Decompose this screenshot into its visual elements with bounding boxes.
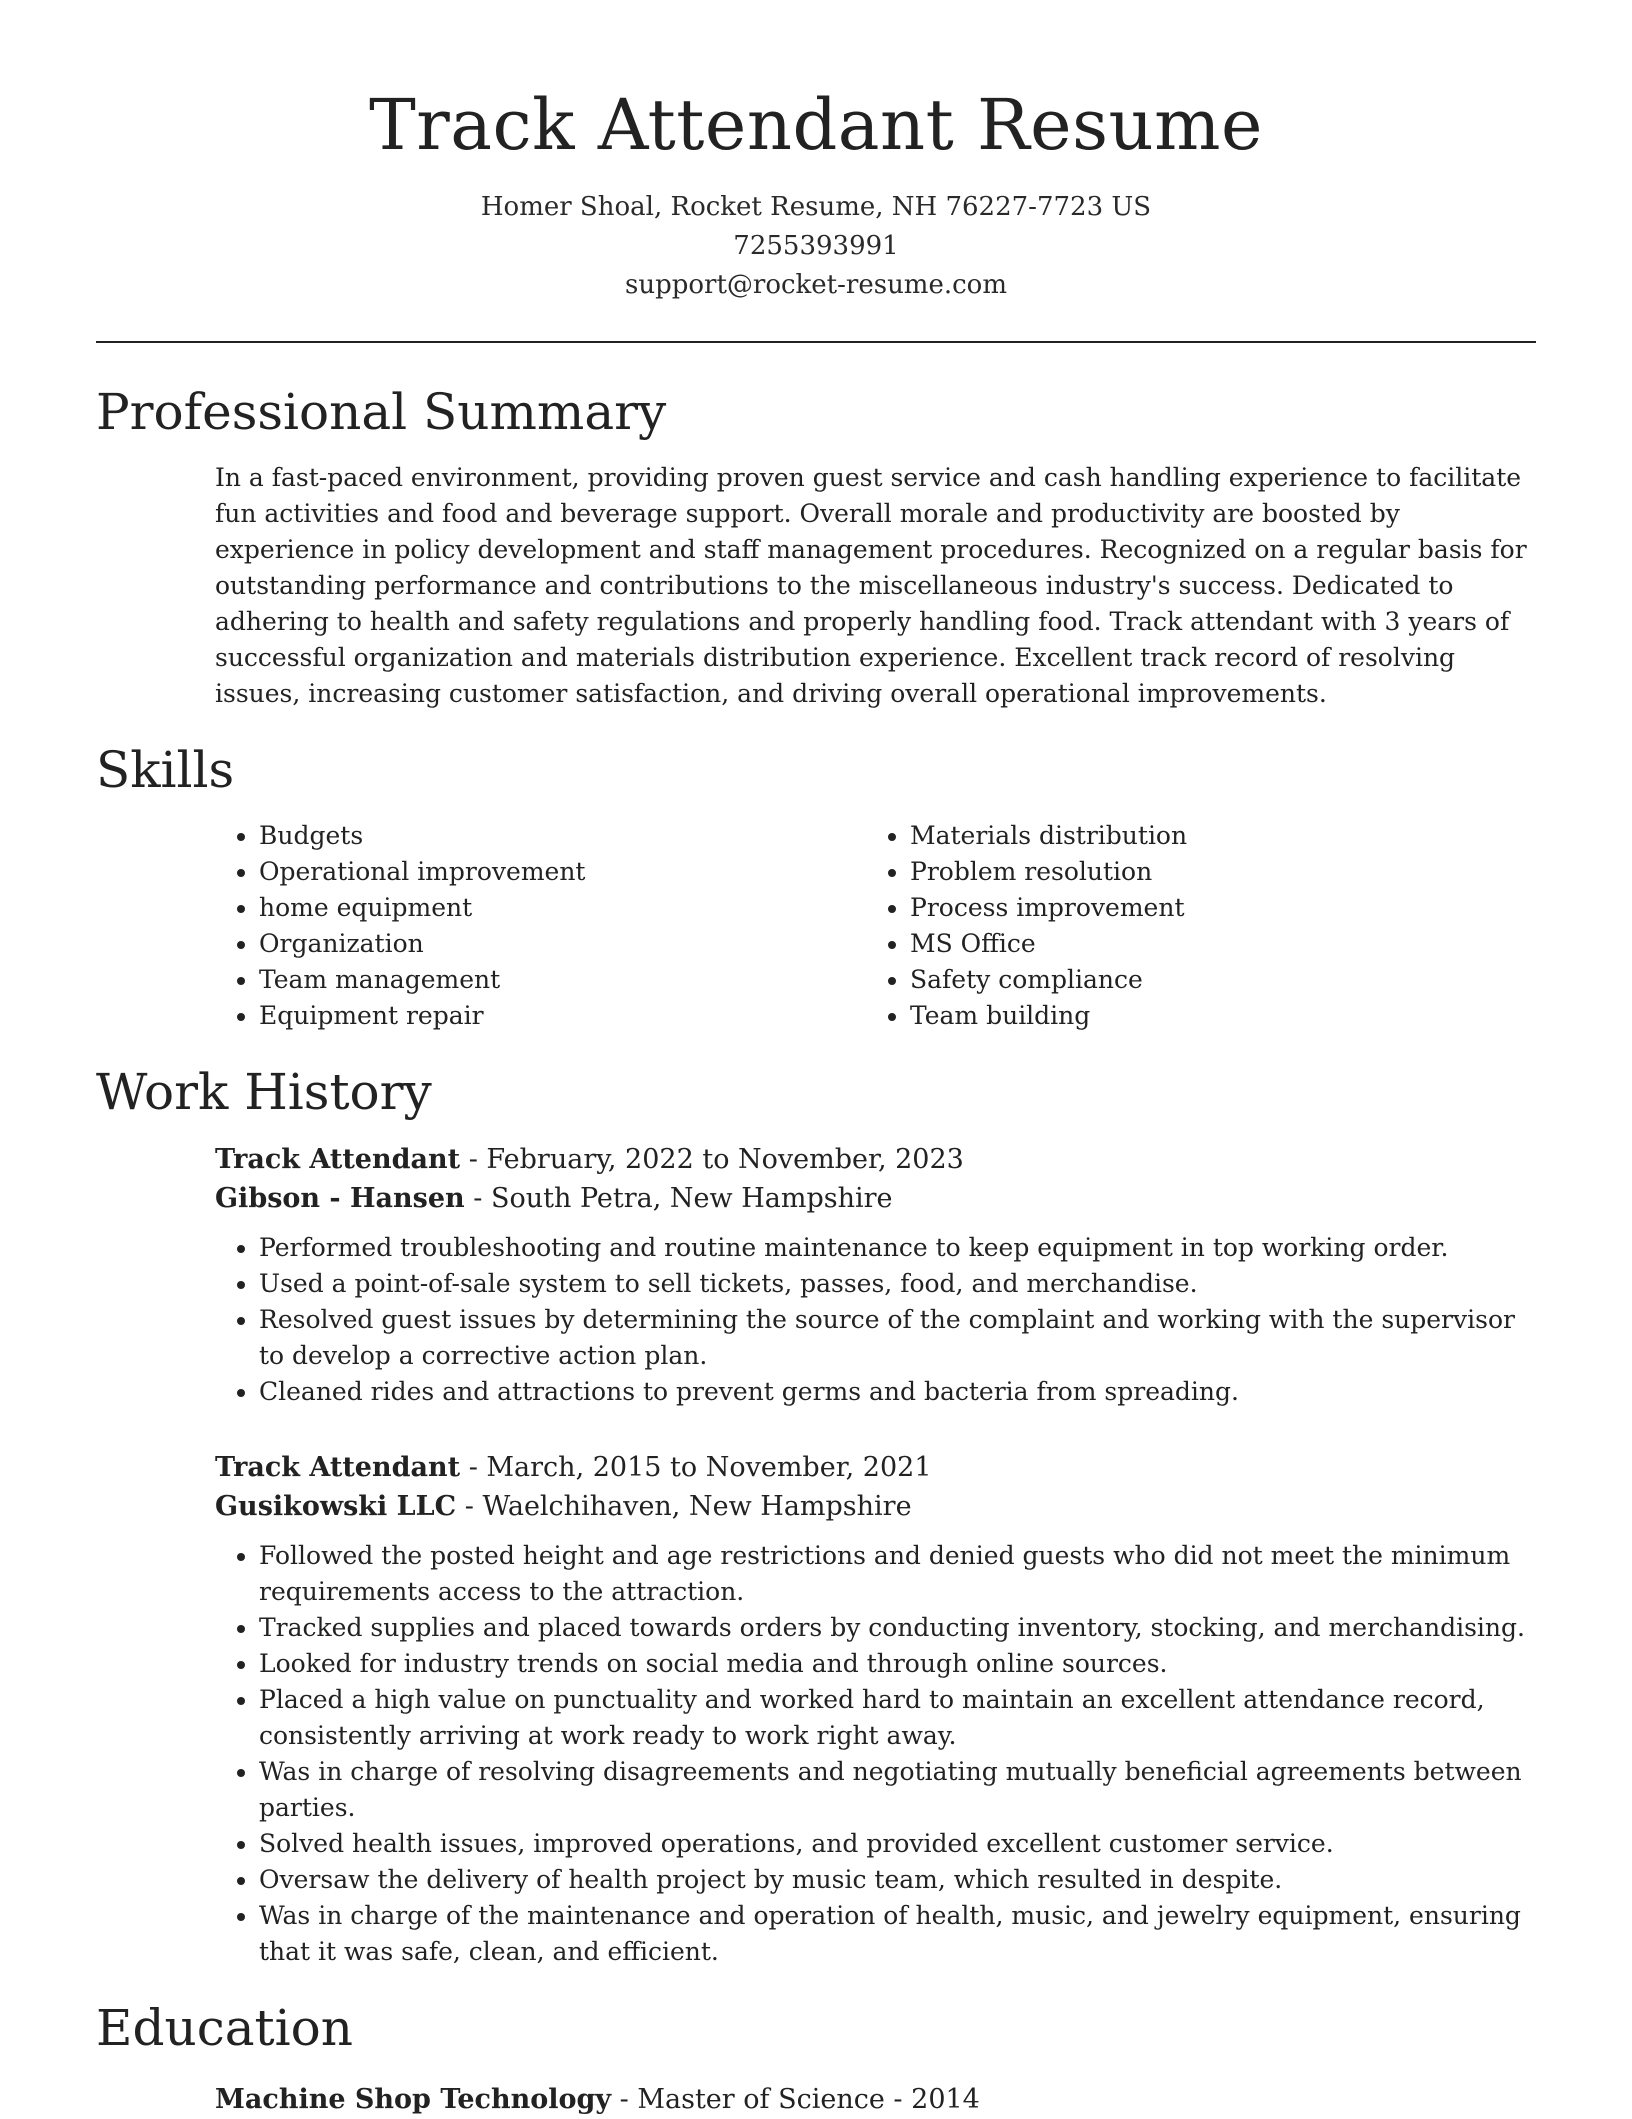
summary-heading: Professional Summary [96, 383, 667, 441]
work-heading: Work History [96, 1063, 432, 1121]
summary-section [215, 460, 1535, 712]
skill-item: • Budgets [259, 818, 835, 854]
skill-item: • Team management [259, 962, 835, 998]
job-company: Gibson - Hansen [215, 1183, 465, 1214]
education-year: 2014 [911, 2084, 980, 2115]
job-bullet: • Cleaned rides and attractions to prevent germs and bacteria from spreading. [259, 1374, 1535, 1410]
contact-email: support@rocket-resume.com [624, 270, 1007, 300]
skill-item: • Organization [259, 926, 835, 962]
job-bullet: • Tracked supplies and placed towards orders by conducting inventory, stocking, and merchandising. [259, 1610, 1535, 1646]
job-bullets [215, 1230, 1535, 1410]
education-degree: Master of Science [637, 2084, 885, 2115]
skill-item: • MS Office [910, 926, 1486, 962]
resume-title: Track Attendant Resume [369, 84, 1263, 166]
job-bullet: • Placed a high value on punctuality and worked hard to maintain an excellent attendance record, consistently arriving at work ready to work right away. [259, 1682, 1535, 1754]
job-company-line: Gibson - Hansen - South Petra, New Hampshire [215, 1183, 893, 1214]
contact-phone: 7255393991 [733, 231, 899, 261]
job-bullet: • Oversaw the delivery of health project by music team, which resulted in despite. [259, 1862, 1535, 1898]
job-bullet: • Looked for industry trends on social media and through online sources. [259, 1646, 1535, 1682]
job-title-line: Track Attendant - February, 2022 to November, 2023 [215, 1144, 964, 1175]
job-location: South Petra, New Hampshire [490, 1183, 893, 1214]
job-title-line: Track Attendant - March, 2015 to November, 2021 [215, 1452, 932, 1483]
job-company-line: Gusikowski LLC - Waelchihaven, New Hampshire [215, 1491, 912, 1522]
skills-list-left [215, 818, 835, 1034]
skill-item: • Materials distribution [910, 818, 1486, 854]
resume-header [96, 80, 1536, 305]
skill-item: • Problem resolution [910, 854, 1486, 890]
job-bullets [215, 1538, 1535, 1970]
job-bullet: • Followed the posted height and age restrictions and denied guests who did not meet the minimum requirements access to the attraction. [259, 1538, 1535, 1610]
contact-address: Homer Shoal, Rocket Resume, NH 76227-7723 US [480, 192, 1152, 222]
job-dates: February, 2022 to November, 2023 [486, 1144, 964, 1175]
job-bullet: • Was in charge of resolving disagreements and negotiating mutually beneficial agreements between parties. [259, 1754, 1535, 1826]
education-entry: Machine Shop Technology - Master of Science - 2014 [215, 2084, 980, 2115]
job-entry [215, 1140, 1535, 1410]
education-field: Machine Shop Technology [215, 2084, 612, 2115]
job-title: Track Attendant [215, 1452, 461, 1483]
skill-item: • Operational improvement [259, 854, 835, 890]
job-bullet: • Was in charge of the maintenance and operation of health, music, and jewelry equipment, ensuring that it was safe, clean, and efficient. [259, 1898, 1535, 1970]
job-dates: March, 2015 to November, 2021 [486, 1452, 932, 1483]
skill-item: • Equipment repair [259, 998, 835, 1034]
skill-item: • Safety compliance [910, 962, 1486, 998]
skills-heading: Skills [96, 741, 235, 799]
job-bullet: • Used a point-of-sale system to sell tickets, passes, food, and merchandise. [259, 1266, 1535, 1302]
skill-item: • Team building [910, 998, 1486, 1034]
education-heading: Education [96, 1999, 353, 2057]
skills-list-right [866, 818, 1486, 1034]
contact-block [96, 188, 1536, 305]
job-bullet: • Resolved guest issues by determining the source of the complaint and working with the supervisor to develop a corrective action plan. [259, 1302, 1535, 1374]
job-location: Waelchihaven, New Hampshire [482, 1491, 912, 1522]
job-entry [215, 1448, 1535, 1970]
header-divider [96, 341, 1536, 343]
skill-item: • Process improvement [910, 890, 1486, 926]
skill-item: • home equipment [259, 890, 835, 926]
job-bullet: • Performed troubleshooting and routine maintenance to keep equipment in top working order. [259, 1230, 1535, 1266]
summary-text: In a fast-paced environment, providing proven guest service and cash handling experience to facilitate fun activities and food and beverage support. Overall morale and productivity are boosted by experience in policy development and staff management procedures. Recognized on a regular basis for outstanding performance and contributions to the miscellaneous industry's success. Dedicated to adhering to health and safety regulations and properly handling food. Track attendant with 3 years of successful organization and materials distribution experience. Excellent track record of resolving issues, increasing customer satisfaction, and driving overall operational improvements. [215, 463, 1527, 708]
job-title: Track Attendant [215, 1144, 461, 1175]
job-company: Gusikowski LLC [215, 1491, 457, 1522]
job-bullet: • Solved health issues, improved operations, and provided excellent customer service. [259, 1826, 1535, 1862]
